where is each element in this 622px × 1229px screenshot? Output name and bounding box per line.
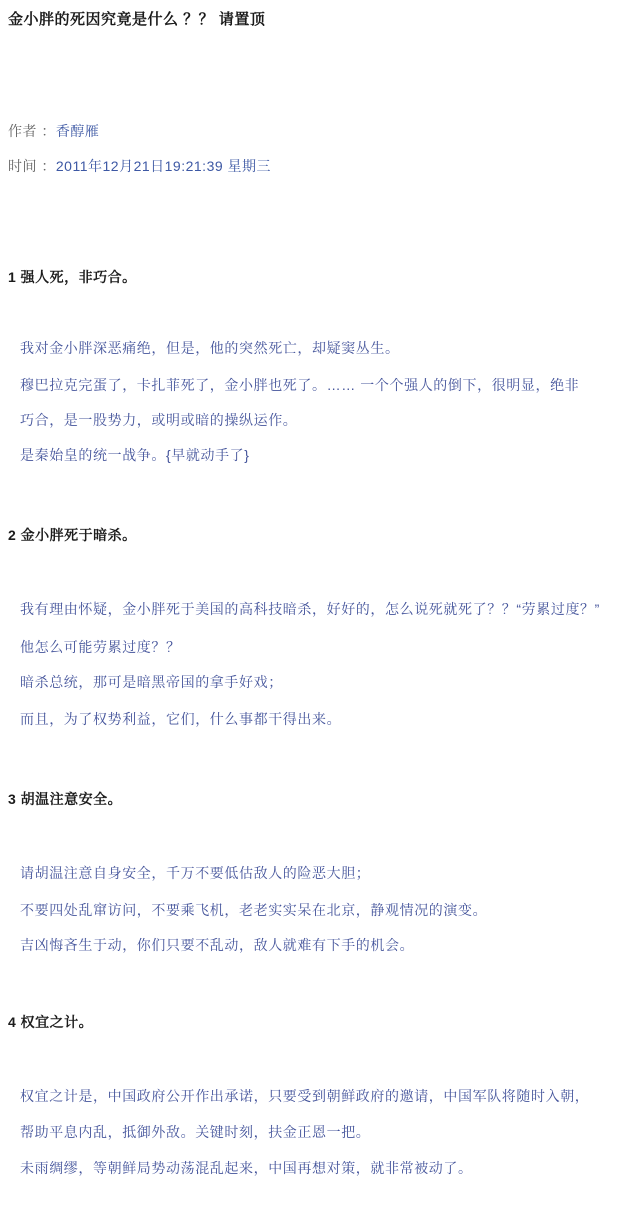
author-label: 作者 ： xyxy=(8,123,56,139)
author-name: 香醇雁 xyxy=(55,123,100,139)
body-line: 巧合，是一股势力，或明或暗的操纵运作。 xyxy=(20,412,298,428)
time-label: 时间 ： xyxy=(8,158,56,174)
body-line: 未雨绸缪，等朝鲜局势动荡混乱起来，中国再想对策，就非常被动了。 xyxy=(20,1160,473,1176)
post-title: 金小胖的死因究竟是什么 ？？ 请置顶 xyxy=(8,11,266,28)
body-line: 我对金小胖深恶痛绝，但是，他的突然死亡，却疑窦丛生。 xyxy=(20,340,400,356)
body-line: 不要四处乱窜访问，不要乘飞机，老老实实呆在北京，静观情况的演变。 xyxy=(20,902,488,918)
body-line: 帮助平息内乱，抵御外敌。关键时刻，扶金正恩一把。 xyxy=(20,1124,371,1140)
section-2-heading: 2 金小胖死于暗杀。 xyxy=(8,527,137,543)
body-line: 他怎么可能劳累过度？？ xyxy=(20,639,181,655)
section-3-heading: 3 胡温注意安全。 xyxy=(8,791,123,807)
body-line: 吉凶悔吝生于动，你们只要不乱动，敌人就难有下手的机会。 xyxy=(20,937,415,953)
time-row xyxy=(8,157,622,176)
section-1-heading: 1 强人死，非巧合。 xyxy=(8,269,137,285)
author-row xyxy=(8,122,622,141)
body-line: 我有理由怀疑，金小胖死于美国的高科技暗杀，好好的，怎么说死就死了？？“劳累过度？” xyxy=(20,601,600,617)
time-value: 2011年12月21日19:21:39 星期三 xyxy=(55,158,272,174)
body-line: 是秦始皇的统一战争。{早就动手了} xyxy=(20,447,250,463)
section-4-heading: 4 权宜之计。 xyxy=(8,1014,94,1030)
body-line: 权宜之计是，中国政府公开作出承诺，只要受到朝鲜政府的邀请，中国军队将随时入朝， xyxy=(20,1088,590,1104)
body-line: 而且，为了权势利益，它们，什么事都干得出来。 xyxy=(20,711,342,727)
body-line: 请胡温注意自身安全，千万不要低估敌人的险恶大胆； xyxy=(20,865,371,881)
body-line: 暗杀总统，那可是暗黑帝国的拿手好戏； xyxy=(20,674,283,690)
body-line: 穆巴拉克完蛋了，卡扎菲死了，金小胖也死了。…… 一个个强人的倒下，很明显，绝非 xyxy=(20,377,580,393)
